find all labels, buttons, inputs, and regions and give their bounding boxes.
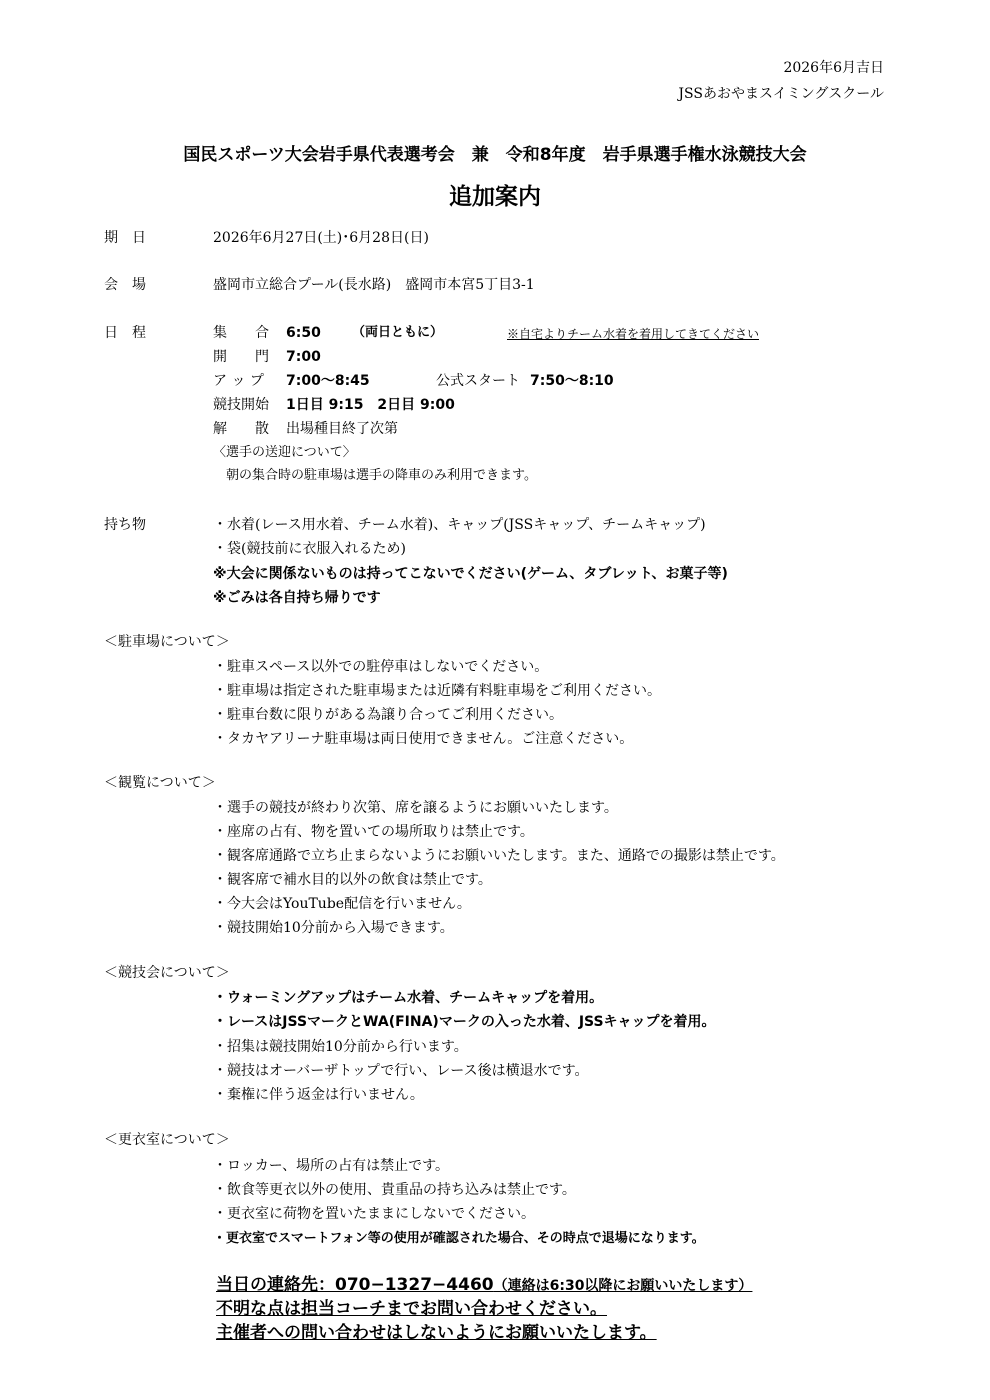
period-value: 2026年6月27日(土)･6月28日(日) bbox=[213, 230, 429, 246]
document-date: 2026年6月吉日 bbox=[783, 60, 884, 76]
parking-item: ・駐車場は指定された駐車場または近隣有料駐車場をご利用ください。 bbox=[213, 683, 661, 699]
period-label: 期 日 bbox=[104, 230, 146, 246]
contact-phone: 当日の連絡先：070−1327−4460 bbox=[216, 1275, 494, 1295]
competition-start-time: 1日目 9:15 2日目 9:00 bbox=[286, 397, 455, 413]
official-start-label: 公式スタート bbox=[436, 373, 520, 389]
official-start-time: 7:50〜8:10 bbox=[530, 373, 614, 389]
contact-hours-note: （連絡は6:30以降にお願いいたします） bbox=[493, 1278, 753, 1294]
venue-value: 盛岡市立総合プール(長水路) 盛岡市本宮5丁目3-1 bbox=[213, 277, 535, 293]
locker-item: ・更衣室に荷物を置いたままにしないでください。 bbox=[213, 1206, 535, 1222]
competition-section-title: ＜競技会について＞ bbox=[104, 965, 230, 981]
assemble-swimsuit-note: ※自宅よりチーム水着を着用してきてください bbox=[507, 327, 760, 341]
assemble-note: （両日ともに） bbox=[352, 325, 444, 340]
viewing-item: ・今大会はYouTube配信を行いません。 bbox=[213, 896, 471, 912]
contact-organizer-line: 主催者への問い合わせはしないようにお願いいたします。 bbox=[216, 1323, 657, 1343]
locker-item: ・飲食等更衣以外の使用、貴重品の持ち込みは禁止です。 bbox=[213, 1182, 576, 1198]
competition-bold-item: ・レースはJSSマークとWA(FINA)マークの入った水着、JSSキャップを着用。 bbox=[213, 1014, 716, 1030]
belongings-item: ・袋(競技前に衣服入れるため) bbox=[213, 541, 406, 557]
assemble-time: 6:50 bbox=[286, 325, 321, 341]
organization-name: JSSあおやまスイミングスクール bbox=[678, 86, 884, 102]
viewing-item: ・観客席で補水目的以外の飲食は禁止です。 bbox=[213, 872, 492, 888]
competition-start-label: 競技開始 bbox=[213, 397, 269, 413]
parking-item: ・駐車スペース以外での駐停車はしないでください。 bbox=[213, 659, 549, 675]
belongings-note: ※ごみは各自持ち帰りです bbox=[213, 590, 381, 606]
contact-line bbox=[216, 1273, 752, 1298]
warmup-label: ア ッ プ bbox=[213, 373, 264, 389]
belongings-item: ・水着(レース用水着、チーム水着)、キャップ(JSSキャップ、チームキャップ) bbox=[213, 517, 706, 533]
viewing-item: ・座席の占有、物を置いての場所取りは禁止です。 bbox=[213, 824, 534, 840]
pickup-title: 〈選手の送迎について〉 bbox=[213, 445, 356, 460]
parking-section-title: ＜駐車場について＞ bbox=[104, 634, 230, 650]
dismiss-value: 出場種目終了次第 bbox=[286, 421, 398, 437]
pickup-text: 朝の集合時の駐車場は選手の降車のみ利用できます。 bbox=[226, 468, 537, 483]
competition-bold-item: ・ウォーミングアップはチーム水着、チームキャップを着用。 bbox=[213, 990, 604, 1006]
viewing-section-title: ＜観覧について＞ bbox=[104, 775, 216, 791]
locker-section-title: ＜更衣室について＞ bbox=[104, 1132, 230, 1148]
parking-item: ・駐車台数に限りがある為譲り合ってご利用ください。 bbox=[213, 707, 563, 723]
open-time: 7:00 bbox=[286, 349, 321, 365]
viewing-item: ・競技開始10分前から入場できます。 bbox=[213, 920, 454, 936]
belongings-note: ※大会に関係ないものは持ってこないでください(ゲーム、タブレット、お菓子等) bbox=[213, 566, 728, 582]
viewing-item: ・選手の競技が終わり次第、席を譲るようにお願いいたします。 bbox=[213, 800, 618, 816]
competition-item: ・棄権に伴う返金は行いません。 bbox=[213, 1087, 424, 1103]
warmup-time: 7:00〜8:45 bbox=[286, 373, 370, 389]
dismiss-label: 解 散 bbox=[213, 421, 269, 437]
assemble-label: 集 合 bbox=[213, 325, 269, 341]
competition-item: ・招集は競技開始10分前から行います。 bbox=[213, 1039, 468, 1055]
schedule-label: 日 程 bbox=[104, 325, 146, 341]
locker-bold-item: ・更衣室でスマートフォン等の使用が確認された場合、その時点で退場になります。 bbox=[213, 1231, 705, 1246]
venue-label: 会 場 bbox=[104, 277, 146, 293]
event-title: 国民スポーツ大会岩手県代表選考会 兼 令和8年度 岩手県選手権水泳競技大会 bbox=[183, 145, 807, 165]
competition-item: ・競技はオーバーザトップで行い、レース後は横退水です。 bbox=[213, 1063, 589, 1079]
parking-item: ・タカヤアリーナ駐車場は両日使用できません。ご注意ください。 bbox=[213, 731, 634, 747]
page-title: 追加案内 bbox=[449, 184, 541, 210]
contact-coach-line: 不明な点は担当コーチまでお問い合わせください。 bbox=[216, 1299, 607, 1319]
viewing-item: ・観客席通路で立ち止まらないようにお願いいたします。また、通路での撮影は禁止です。 bbox=[213, 848, 785, 864]
locker-item: ・ロッカー、場所の占有は禁止です。 bbox=[213, 1158, 450, 1174]
belongings-label: 持ち物 bbox=[104, 517, 146, 533]
open-label: 開 門 bbox=[213, 349, 269, 365]
